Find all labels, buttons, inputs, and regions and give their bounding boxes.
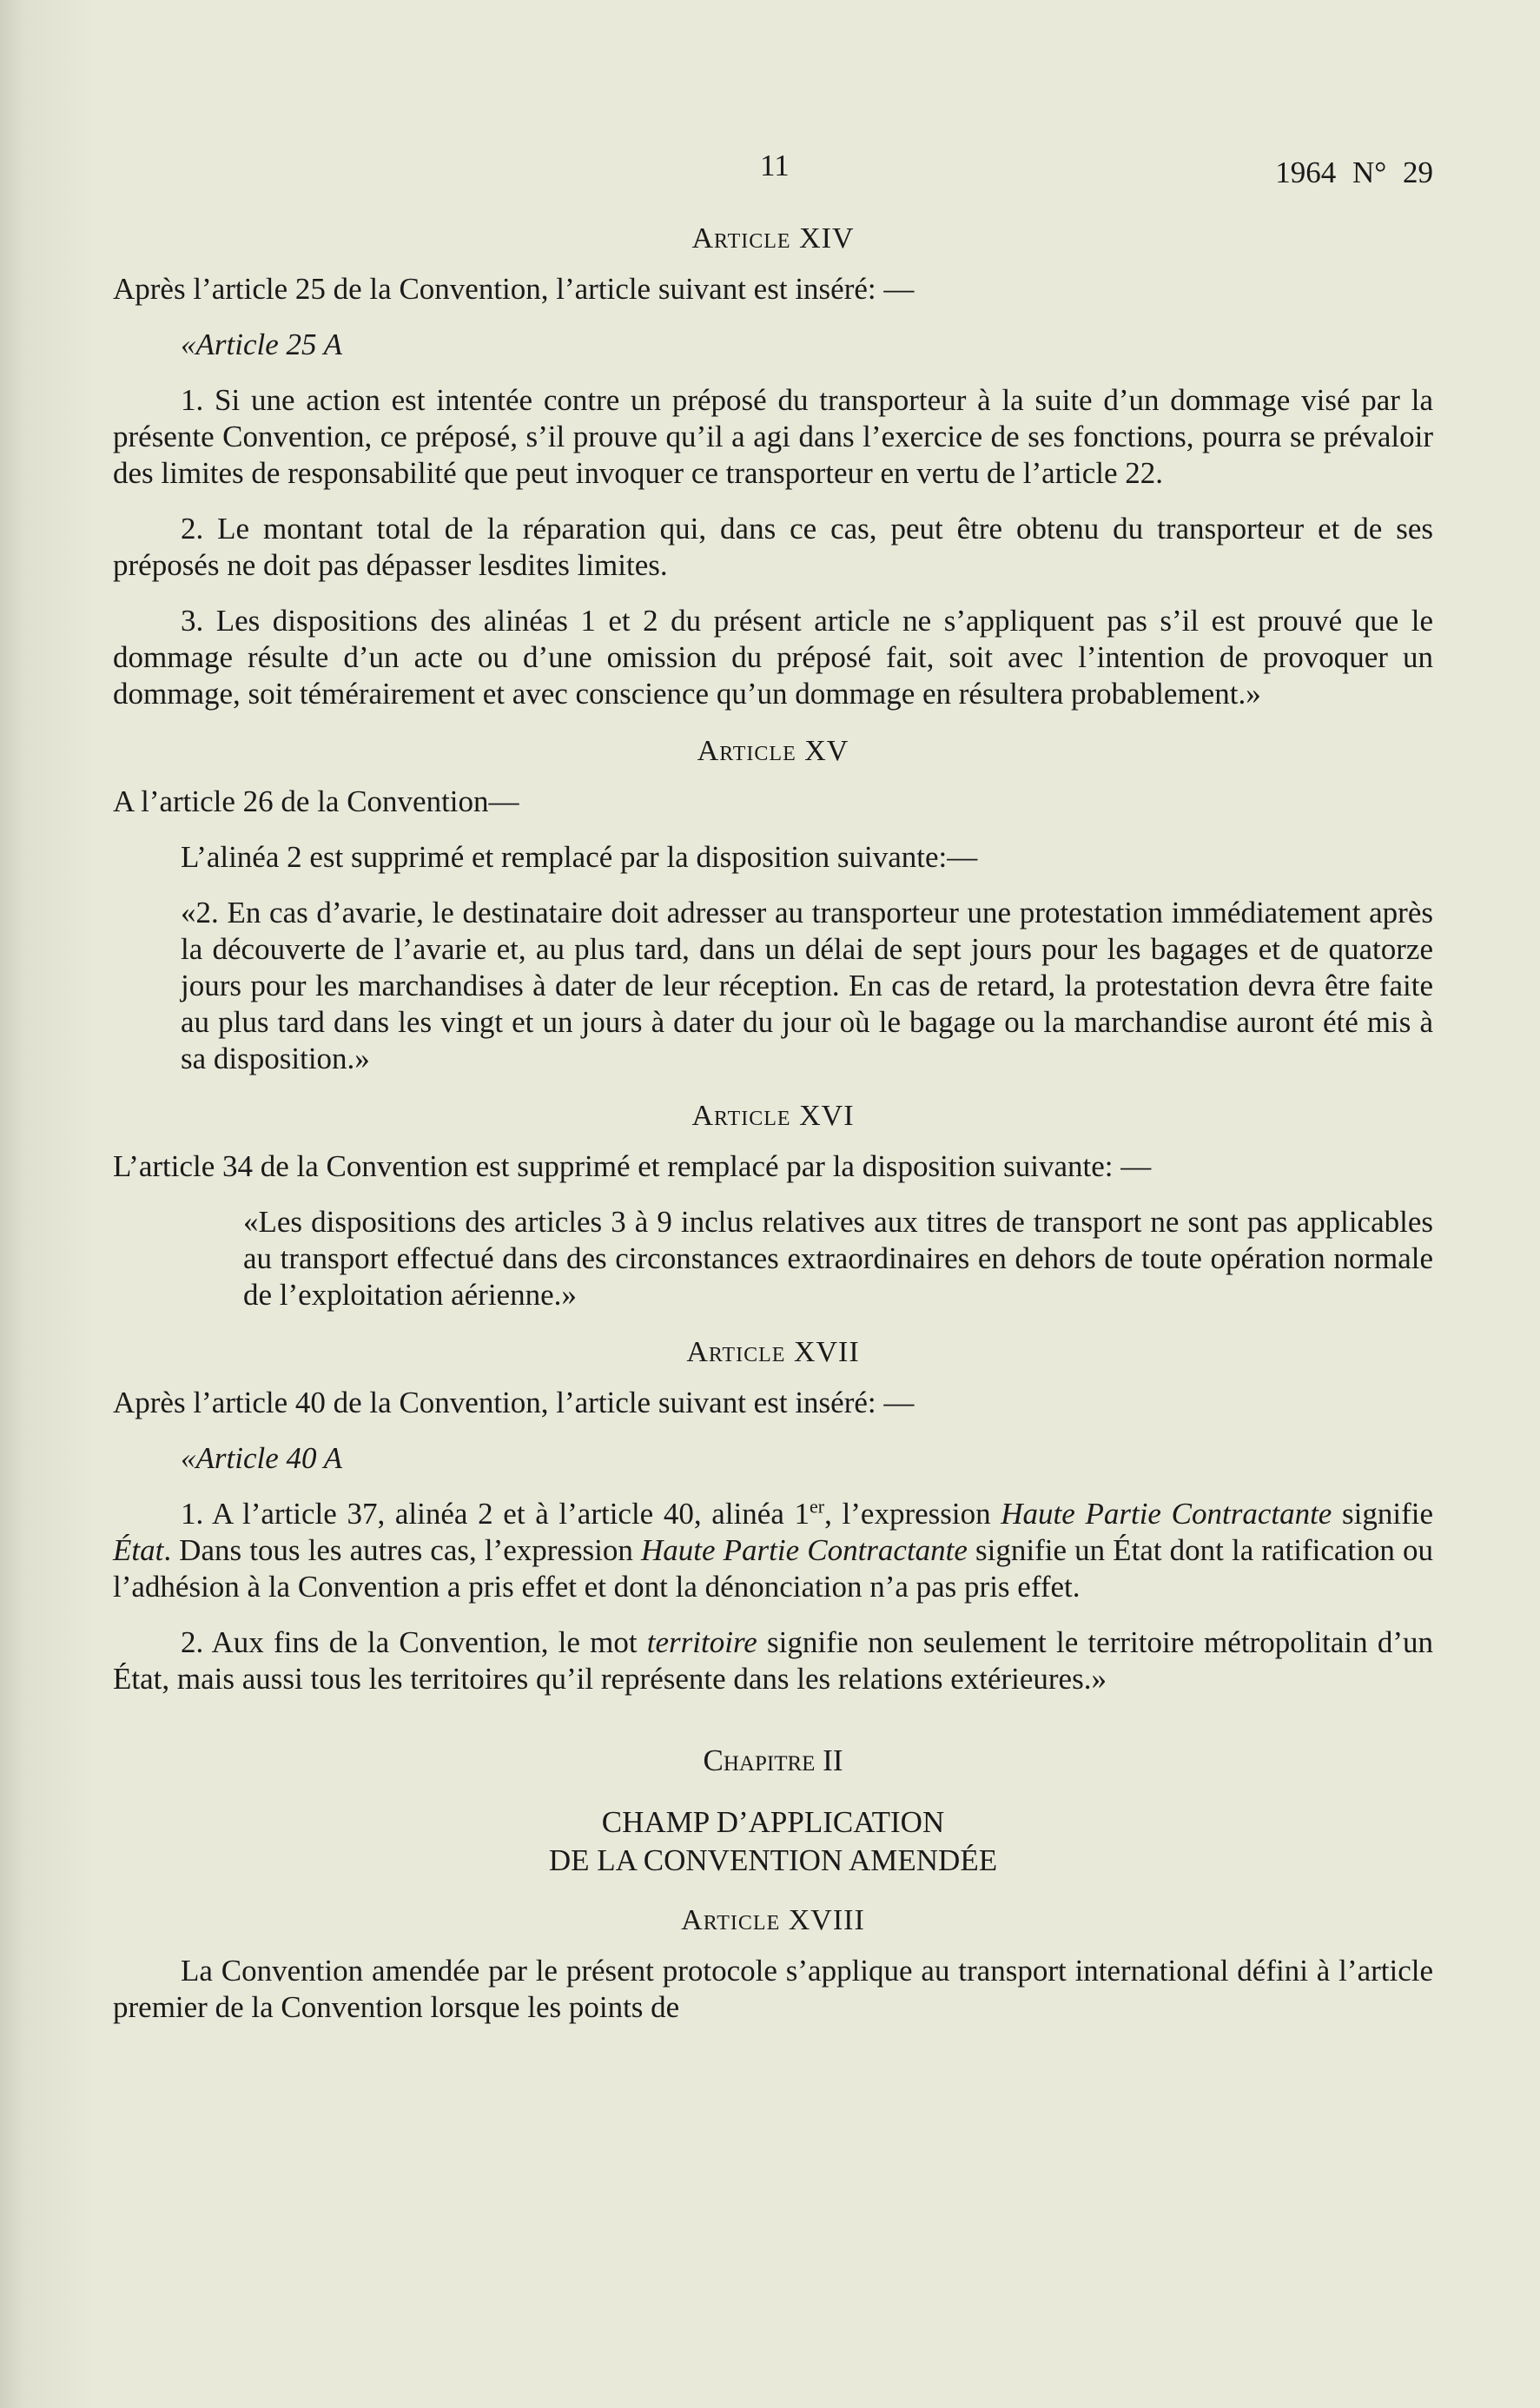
chapter-label: Chapitre II (703, 1743, 843, 1777)
article-xviii-title: Article XVIII (681, 1904, 865, 1936)
article-25a-paragraph-2: 2. Le montant total de la réparation qui, dans ce cas, peut être obtenu du transporteur et de ses préposés ne doit pas dépasser lesdites limites. (113, 512, 1433, 582)
chapter-title-line-1: CHAMP D’APPLICATION (601, 1805, 945, 1839)
article-xv-intro: A l’article 26 de la Convention— (113, 784, 519, 818)
article-25a-heading: «Article 25 A (181, 327, 342, 361)
chapter-title (113, 1803, 1433, 1880)
article-xvi-intro: L’article 34 de la Convention est supprimé et remplacé par la disposition suivante: — (113, 1149, 1152, 1183)
article-25a-paragraph-3: 3. Les dispositions des alinéas 1 et 2 du présent article ne s’appliquent pas s’il est prouvé que le dommage résulte d’un acte ou d’une omission du préposé fait, soit avec l’intention de provoquer un dommage, soit témérairement et avec conscience qu’un dommage en résultera probablement.» (113, 604, 1433, 711)
article-xvi-quote: «Les dispositions des articles 3 à 9 inclus relatives aux titres de transport ne sont pas applicables au transport effectué dans des circonstances extraordinaires en dehors de toute opération normale de l’exploitation aérienne.» (243, 1205, 1433, 1312)
article-40a-paragraph-2: 2. Aux fins de la Convention, le mot territoire signifie non seulement le territoire métropolitain d’un État, mais aussi tous les territoires qu’il représente dans les relations extérieures.» (113, 1625, 1433, 1696)
article-xvii-intro: Après l’article 40 de la Convention, l’article suivant est inséré: — (113, 1386, 915, 1419)
article-40a-paragraph-1: 1. A l’article 37, alinéa 2 et à l’article 40, alinéa 1er, l’expression Haute Partie Contractante signifie État. Dans tous les autres cas, l’expression Haute Partie Contractante signifie un État dont la ratification ou l’adhésion à la Convention a pris effet et dont la dénonciation n’a pas pris effet. (113, 1495, 1433, 1604)
article-xiv-title: Article XIV (691, 222, 855, 255)
article-xviii-paragraph-1: La Convention amendée par le présent protocole s’applique au transport international défini à l’article premier de la Convention lorsque les points de (113, 1954, 1433, 2024)
article-25a-paragraph-1: 1. Si une action est intentée contre un préposé du transporteur à la suite d’un dommage visé par la présente Convention, ce préposé, s’il prouve qu’il a agi dans l’exercice de ses fonctions, pourra se prévaloir des limites de responsabilité que peut invoquer ce transporteur en vertu de l’article 22. (113, 383, 1433, 490)
article-40a-heading: «Article 40 A (181, 1441, 342, 1475)
running-header (113, 139, 1433, 200)
article-xvi-title: Article XVI (691, 1100, 855, 1132)
document-body (113, 139, 1433, 2045)
chapter-title-line-2: DE LA CONVENTION AMENDÉE (548, 1843, 998, 1877)
treaty-series-number: 1964 N° 29 (1275, 155, 1433, 189)
article-xiv-intro: Après l’article 25 de la Convention, l’article suivant est inséré: — (113, 272, 915, 306)
page-number: 11 (760, 149, 790, 182)
article-xvii-title: Article XVII (686, 1336, 860, 1368)
article-xv-title: Article XV (697, 735, 849, 767)
article-xv-quote: «2. En cas d’avarie, le destinataire doit adresser au transporteur une protestation immédiatement après la découverte de l’avarie et, au plus tard, dans un délai de sept jours pour les bagages et de quatorze jours pour les marchandises à dater de leur réception. En cas de retard, la protestation devra être faite au plus tard dans les vingt et un jours à dater du jour où le bagage ou la marchandise auront été mis à sa disposition.» (181, 896, 1433, 1075)
article-xv-subline: L’alinéa 2 est supprimé et remplacé par la disposition suivante:— (181, 840, 978, 874)
